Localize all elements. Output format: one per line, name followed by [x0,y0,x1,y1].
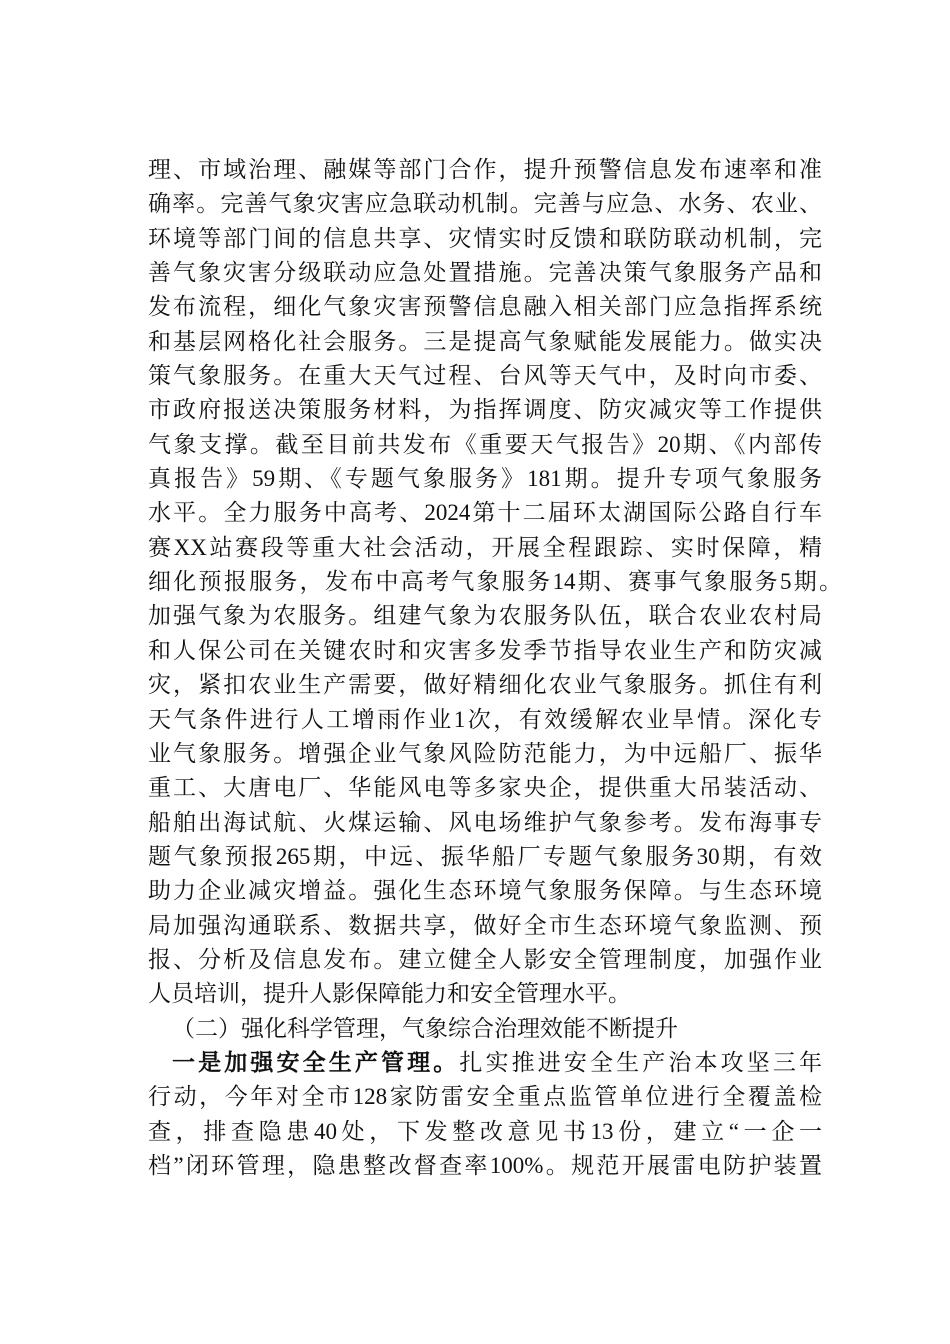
text-line: 和基层网格化社会服务。三是提高气象赋能发展能力。做实决 [148,328,822,354]
text-line: 善气象灾害分级联动应急处置措施。完善决策气象服务产品和 [148,260,822,286]
text-line: 查，排查隐患40处，下发整改意见书13份，建立“一企一 [148,1118,822,1144]
lead-rest: 扎实推进安全生产治本攻坚三年 [459,1049,822,1075]
text-line: 局加强沟通联系、数据共享，做好全市生态环境气象监测、预 [148,912,822,938]
bold-lead: 一是加强安全生产管理。 [172,1049,460,1075]
text-line: 市政府报送决策服务材料，为指挥调度、防灾减灾等工作提供 [148,397,822,423]
text-line: 真报告》59期、《专题气象服务》181期。提升专项气象服务 [148,466,822,492]
text-line: 细化预报服务，发布中高考气象服务14期、赛事气象服务5期。 [148,569,842,595]
text-line: 题气象预报265期，中远、振华船厂专题气象服务30期，有效 [148,843,822,869]
text-line: 和人保公司在关键农时和灾害多发季节指导农业生产和防灾减 [148,637,822,663]
text-line: 气象支撑。截至目前共发布《重要天气报告》20期、《内部传 [148,431,822,457]
text-line: 确率。完善气象灾害应急联动机制。完善与应急、水务、农业、 [148,191,822,217]
section-heading: （二）强化科学管理，气象综合治理效能不断提升 [172,1015,678,1041]
paragraph-first-line [148,1046,822,1080]
text-line: 赛XX站赛段等重大社会活动，开展全程跟踪、实时保障，精 [148,534,822,560]
text-line: 重工、大唐电厂、华能风电等多家央企，提供重大吊装活动、 [148,775,822,801]
text-line: 理、市域治理、融媒等部门合作，提升预警信息发布速率和准 [148,157,822,182]
text-line: 人员培训，提升人影保障能力和安全管理水平。 [148,981,631,1007]
text-line: 船舶出海试航、火煤运输、风电场维护气象参考。发布海事专 [148,809,822,835]
text-line: 天气条件进行人工增雨作业1次，有效缓解农业旱情。深化专 [148,706,822,732]
text-line: 环境等部门间的信息共享、灾情实时反馈和联防联动机制，完 [148,225,822,251]
text-line: 策气象服务。在重大天气过程、台风等天气中，及时向市委、 [148,363,822,389]
text-line: 业气象服务。增强企业气象风险防范能力，为中远船厂、振华 [148,740,822,766]
text-line: 水平。全力服务中高考、2024第十二届环太湖国际公路自行车 [148,500,822,526]
text-line: 档”闭环管理，隐患整改督查率100%。规范开展雷电防护装置 [148,1152,822,1178]
text-line: 发布流程，细化气象灾害预警信息融入相关部门应急指挥系统 [148,294,822,320]
text-line: 行动，今年对全市128家防雷安全重点监管单位进行全覆盖检 [148,1084,822,1110]
text-line: 报、分析及信息发布。建立健全人影安全管理制度，加强作业 [148,946,822,972]
document-page [148,153,842,1183]
text-line: 加强气象为农服务。组建气象为农服务队伍，联合农业农村局 [148,603,822,629]
text-line: 助力企业减灾增益。强化生态环境气象服务保障。与生态环境 [148,878,822,904]
text-line: 灾，紧扣农业生产需要，做好精细化农业气象服务。抓住有利 [148,672,822,698]
